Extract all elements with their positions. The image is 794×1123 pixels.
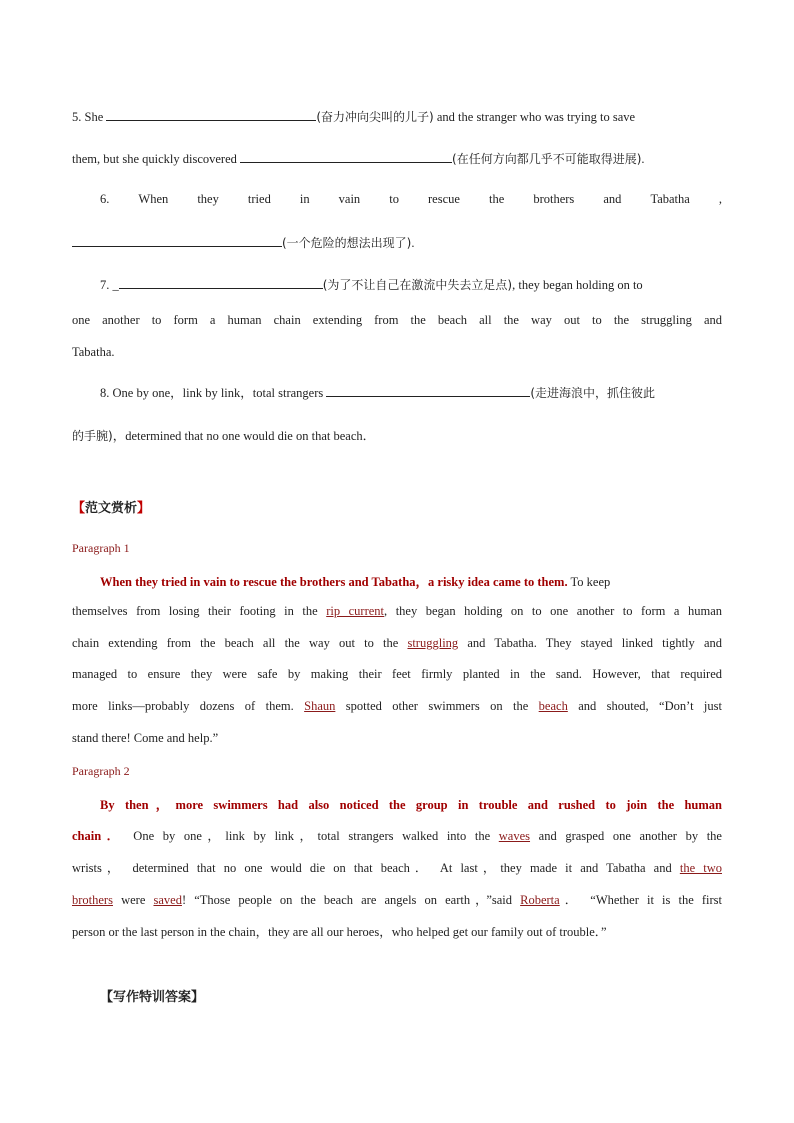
exercise-6-line-1 bbox=[72, 192, 722, 207]
exercise-6-word: in bbox=[299, 192, 310, 206]
paragraph-1-line-4: managed to ensure they were safe by making their feet firmly planted in the sand. However, that required bbox=[72, 667, 722, 681]
exercise-5-line-2: them, but she quickly discovered (在任何方向都几乎不可能取得进展). bbox=[72, 152, 645, 166]
exercise-6-word: tried bbox=[247, 192, 271, 206]
paragraph-1-line-3: chain extending from the beach all the way out to the struggling and Tabatha. They stayed linked tightly and bbox=[72, 636, 722, 650]
exercise-7-line-3: Tabatha. bbox=[72, 345, 115, 359]
exercise-7-line-2: one another to form a human chain extending from the beach all the way out to the struggling and bbox=[72, 313, 722, 327]
paragraph-2-line-5: person or the last person in the chain，they are all our heroes，who helped get our family out of trouble．” bbox=[72, 925, 607, 939]
exercise-6-word: to bbox=[389, 192, 399, 206]
exercise-8-line-1: 8. One by one，link by link，total strangers (走进海浪中，抓住彼此 bbox=[100, 386, 656, 400]
answer-blank[interactable] bbox=[72, 234, 282, 247]
exercise-6-line-2: (一个危险的想法出现了). bbox=[72, 234, 722, 251]
paragraph-2-label: Paragraph 2 bbox=[72, 764, 130, 778]
exercise-6-word: vain bbox=[338, 192, 361, 206]
paragraph-1-line-5: more links—probably dozens of them. Shaun spotted other swimmers on the beach and shouted, “Don’t just bbox=[72, 699, 722, 713]
paragraph-2-line-1: By then，more swimmers had also noticed the group in trouble and rushed to join the human bbox=[100, 798, 722, 812]
exercise-7-line-1: 7. _ (为了不让自己在激流中失去立足点), they began holding on to bbox=[100, 278, 643, 292]
paragraph-2-line-4: brothers were saved! “Those people on the beach are angels on earth，”said Roberta． “Whether it is the first bbox=[72, 893, 722, 907]
model-section-heading: 【范文赏析】 bbox=[72, 501, 151, 516]
exercise-5-line-1: 5. She (奋力冲向尖叫的儿子) and the stranger who was trying to save bbox=[72, 110, 636, 124]
answer-blank[interactable] bbox=[240, 150, 452, 163]
exercise-6-word: Tabatha bbox=[650, 192, 690, 206]
paragraph-1-label: Paragraph 1 bbox=[72, 541, 130, 555]
exercise-6-word: and bbox=[603, 192, 622, 206]
exercise-6-word: they bbox=[197, 192, 219, 206]
exercise-6-word: When bbox=[138, 192, 169, 206]
paragraph-2-line-3: wrists， determined that no one would die on that beach． At last，they made it and Tabatha and the two bbox=[72, 861, 722, 875]
answer-blank[interactable] bbox=[106, 108, 316, 121]
exercise-6-word: brothers bbox=[533, 192, 575, 206]
answers-heading: 【写作特训答案】 bbox=[100, 990, 205, 1005]
answer-blank[interactable] bbox=[119, 276, 323, 289]
exercise-6-word: 6. bbox=[100, 192, 110, 206]
answer-blank[interactable] bbox=[326, 384, 530, 397]
exercise-6-word: rescue bbox=[428, 192, 460, 206]
exercise-6-word: the bbox=[488, 192, 505, 206]
paragraph-2-line-2: chain． One by one，link by link，total strangers walked into the waves and grasped one another by the bbox=[72, 829, 722, 843]
exercise-6-word: , bbox=[718, 192, 722, 206]
exercise-8-line-2: 的手腕)，determined that no one would die on that beach． bbox=[72, 429, 376, 443]
paragraph-1-line-1: When they tried in vain to rescue the brothers and Tabatha，a risky idea came to them. To keep bbox=[100, 575, 611, 589]
paragraph-1-line-6: stand there! Come and help.” bbox=[72, 731, 219, 745]
paragraph-1-line-2: themselves from losing their footing in the rip current, they began holding on to one another to form a human bbox=[72, 604, 723, 618]
